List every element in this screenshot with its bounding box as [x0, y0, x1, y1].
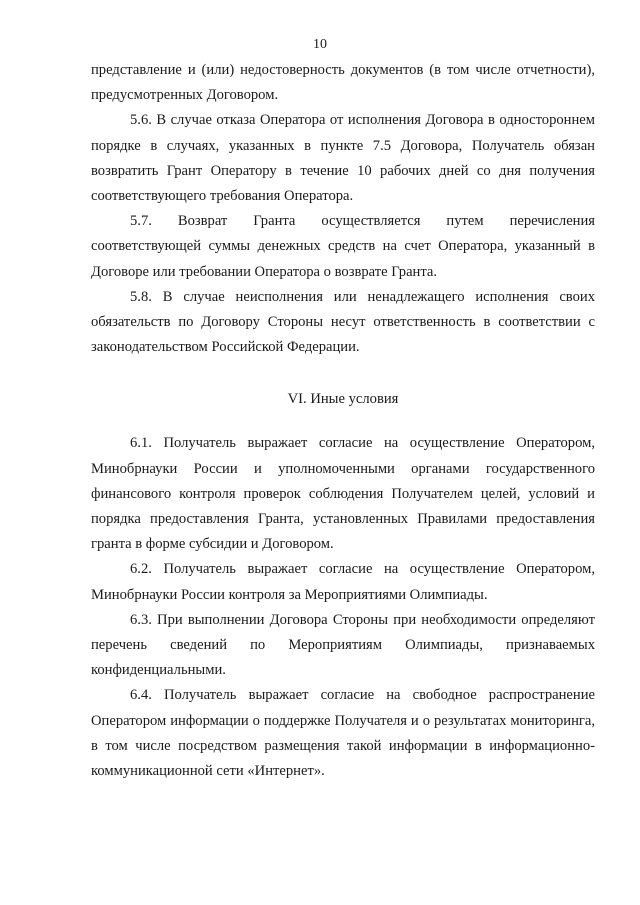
paragraph-5-7: 5.7. Возврат Гранта осуществляется путем перечисления соответствующей суммы денежных средств на счет Оператора, указанный в Договоре или требовании Оператора о возврате Гранта. [91, 213, 595, 280]
section-heading: VI. Иные условия [287, 391, 399, 408]
document-body [91, 58, 595, 784]
page-number: 10 [313, 37, 327, 52]
paragraph-5-6: 5.6. В случае отказа Оператора от исполнения Договора в одностороннем порядке в случаях, указанных в пункте 7.5 Договора, Получатель обязан возвратить Грант Оператору в течение 10 рабочих дней со дня получения соответствующего требования Оператора. [91, 112, 595, 205]
paragraph-continuation: представление и (или) недостоверность документов (в том числе отчетности), предусмотренных Договором. [91, 62, 595, 104]
paragraph-6-2: 6.2. Получатель выражает согласие на осуществление Оператором, Минобрнауки России контроля за Мероприятиями Олимпиады. [91, 561, 595, 603]
paragraph-5-8: 5.8. В случае неисполнения или ненадлежащего исполнения своих обязательств по Договору Стороны несут ответственность в соответствии с законодательством Российской Федерации. [91, 288, 595, 356]
paragraph-6-1: 6.1. Получатель выражает согласие на осуществление Оператором, Минобрнауки России и уполномоченными органами государственного финансового контроля проверок соблюдения Получателем целей, условий и порядка предоставления Гранта, установленных Правилами предоставления гранта в форме субсидии и Договором. [91, 435, 595, 553]
paragraph-6-3: 6.3. При выполнении Договора Стороны при необходимости определяют перечень сведений по Мероприятиям Олимпиады, признаваемых конфиденциальными. [91, 611, 595, 679]
paragraph-6-4: 6.4. Получатель выражает согласие на свободное распространение Оператором информации о поддержке Получателя и о результатах мониторинга, в том числе посредством размещения такой информации в информационно-коммуникационной сети «Интернет». [91, 687, 595, 780]
